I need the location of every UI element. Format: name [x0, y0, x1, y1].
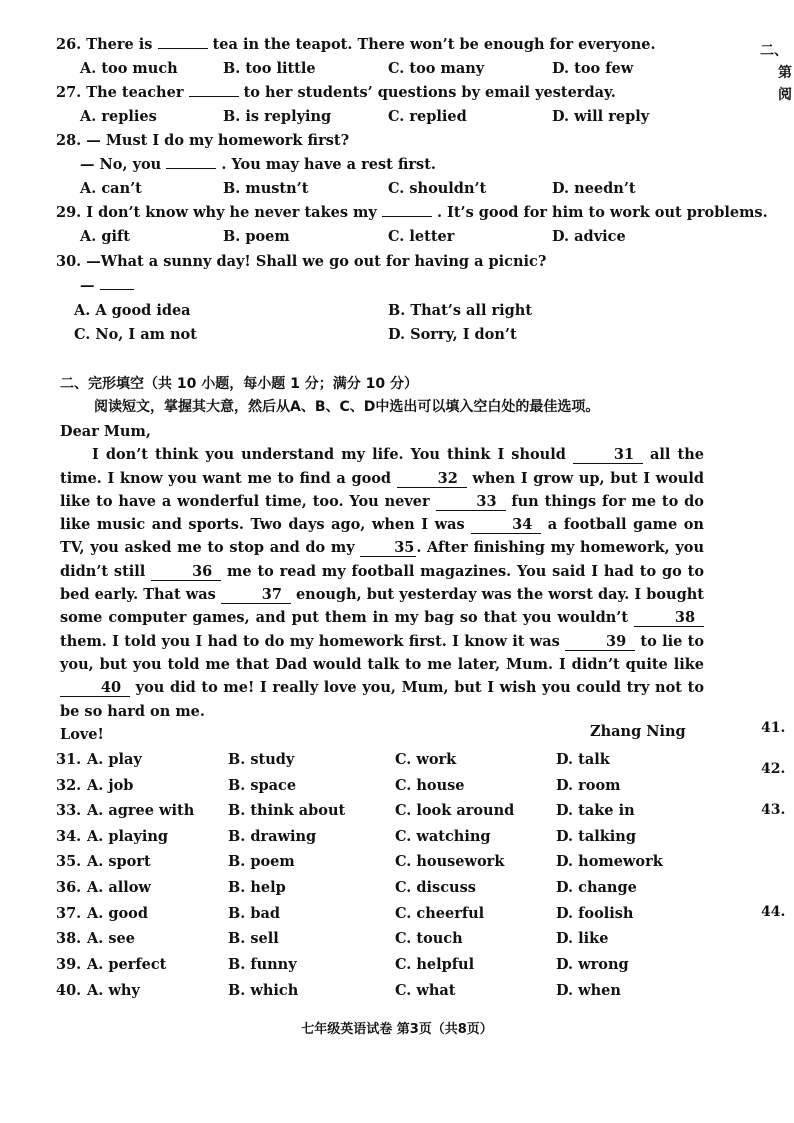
cloze-question-40: 40. A. why B. which C. what D. when [56, 982, 621, 999]
question-29: 29. I don’t know why he never takes my . It’s good for him to work out problems. [56, 204, 768, 221]
cloze-blank-38: 38 [634, 610, 704, 627]
answer-blank [158, 48, 208, 49]
answer-blank [189, 96, 239, 97]
options-28: A. can’t B. mustn’t C. shouldn’t D. needn’t [80, 180, 636, 197]
cloze-question-36: 36. A. allow B. help C. discuss D. change [56, 879, 637, 896]
page-footer: 七年级英语试卷 第3页（共8页） [301, 1022, 493, 1037]
cloze-question-39: 39. A. perfect B. funny C. helpful D. wrong [56, 956, 629, 973]
cloze-blank-40: 40 [60, 680, 130, 697]
question-27: 27. The teacher to her students’ questions by email yesterday. [56, 84, 616, 101]
edge-fragment: 第 [778, 65, 792, 81]
edge-fragment: 二、 [760, 43, 788, 59]
options-26: A. too much B. too little C. too many D. too few [80, 60, 634, 77]
options-29: A. gift B. poem C. letter D. advice [80, 228, 626, 245]
cloze-question-35: 35. A. sport B. poem C. housework D. homework [56, 853, 663, 870]
cloze-question-34: 34. A. playing B. drawing C. watching D. talking [56, 828, 636, 845]
cloze-blank-35: 35 [360, 540, 416, 557]
cloze-blank-37: 37 [221, 587, 291, 604]
cloze-question-33: 33. A. agree with B. think about C. look around D. take in [56, 802, 635, 819]
cloze-question-37: 37. A. good B. bad C. cheerful D. foolish [56, 905, 634, 922]
section-instruction: 阅读短文，掌握其大意，然后从A、B、C、D中选出可以填入空白处的最佳选项。 [94, 399, 600, 415]
edge-question-number: 43. [761, 802, 786, 818]
answer-blank [166, 168, 216, 169]
answer-blank [100, 289, 134, 290]
letter-closing: Love! [60, 725, 104, 743]
question-30-response: — [80, 277, 134, 294]
question-28-response: — No, you . You may have a rest first. [80, 156, 436, 173]
options-30-row2: C. No, I am not D. Sorry, I don’t [74, 326, 517, 343]
edge-fragment: 阅 [778, 87, 792, 103]
cloze-question-32: 32. A. job B. space C. house D. room [56, 777, 621, 794]
answer-blank [382, 216, 432, 217]
cloze-blank-34: 34 [471, 517, 541, 534]
cloze-question-31: 31. A. play B. study C. work D. talk [56, 751, 610, 768]
section-title: 二、完形填空（共 10 小题，每小题 1 分；满分 10 分） [60, 376, 418, 392]
options-30-row1: A. A good idea B. That’s all right [74, 302, 533, 319]
cloze-blank-36: 36 [151, 564, 221, 581]
question-26: 26. There is tea in the teapot. There won’t be enough for everyone. [56, 36, 656, 53]
cloze-blank-31: 31 [573, 447, 643, 464]
question-30: 30. —What a sunny day! Shall we go out for having a picnic? [56, 253, 547, 270]
cloze-question-38: 38. A. see B. sell C. touch D. like [56, 930, 609, 947]
letter-body: I don’t think you understand my life. You think I should 31 all the time. I know you want me to find a good 32 when I grow up, but I would like to have a wonderful time, too. You never 33 fun things for me to do like music and sports. Two days ago, when I was 34 a football game on TV, you asked me to stop and do my 35 . After finishing my homework, you didn’t still 36 me to read my football magazines. You said I had to go to bed early. That was 37 enough, but yesterday was the worst day. I bought some computer games, and put them in my bag so that you wouldn’t 38 them. I told you I had to do my homework first. I know it was 39 to lie to you, but you told me that Dad would talk to me later, Mum. I didn’t quite like 40 you did to me! I really love you, Mum, but I wish you could try not to be so hard on me. [60, 446, 705, 720]
options-27: A. replies B. is replying C. replied D. will reply [80, 108, 650, 125]
letter-greeting: Dear Mum, [60, 423, 151, 440]
edge-question-number: 44. [761, 904, 786, 920]
cloze-blank-32: 32 [397, 471, 467, 488]
cloze-passage [60, 420, 704, 746]
cloze-blank-39: 39 [565, 634, 635, 651]
question-28: 28. — Must I do my homework first? [56, 132, 350, 149]
edge-question-number: 42. [761, 761, 786, 777]
edge-question-number: 41. [761, 720, 786, 736]
letter-signature: Zhang Ning [590, 723, 686, 740]
cloze-blank-33: 33 [436, 494, 506, 511]
